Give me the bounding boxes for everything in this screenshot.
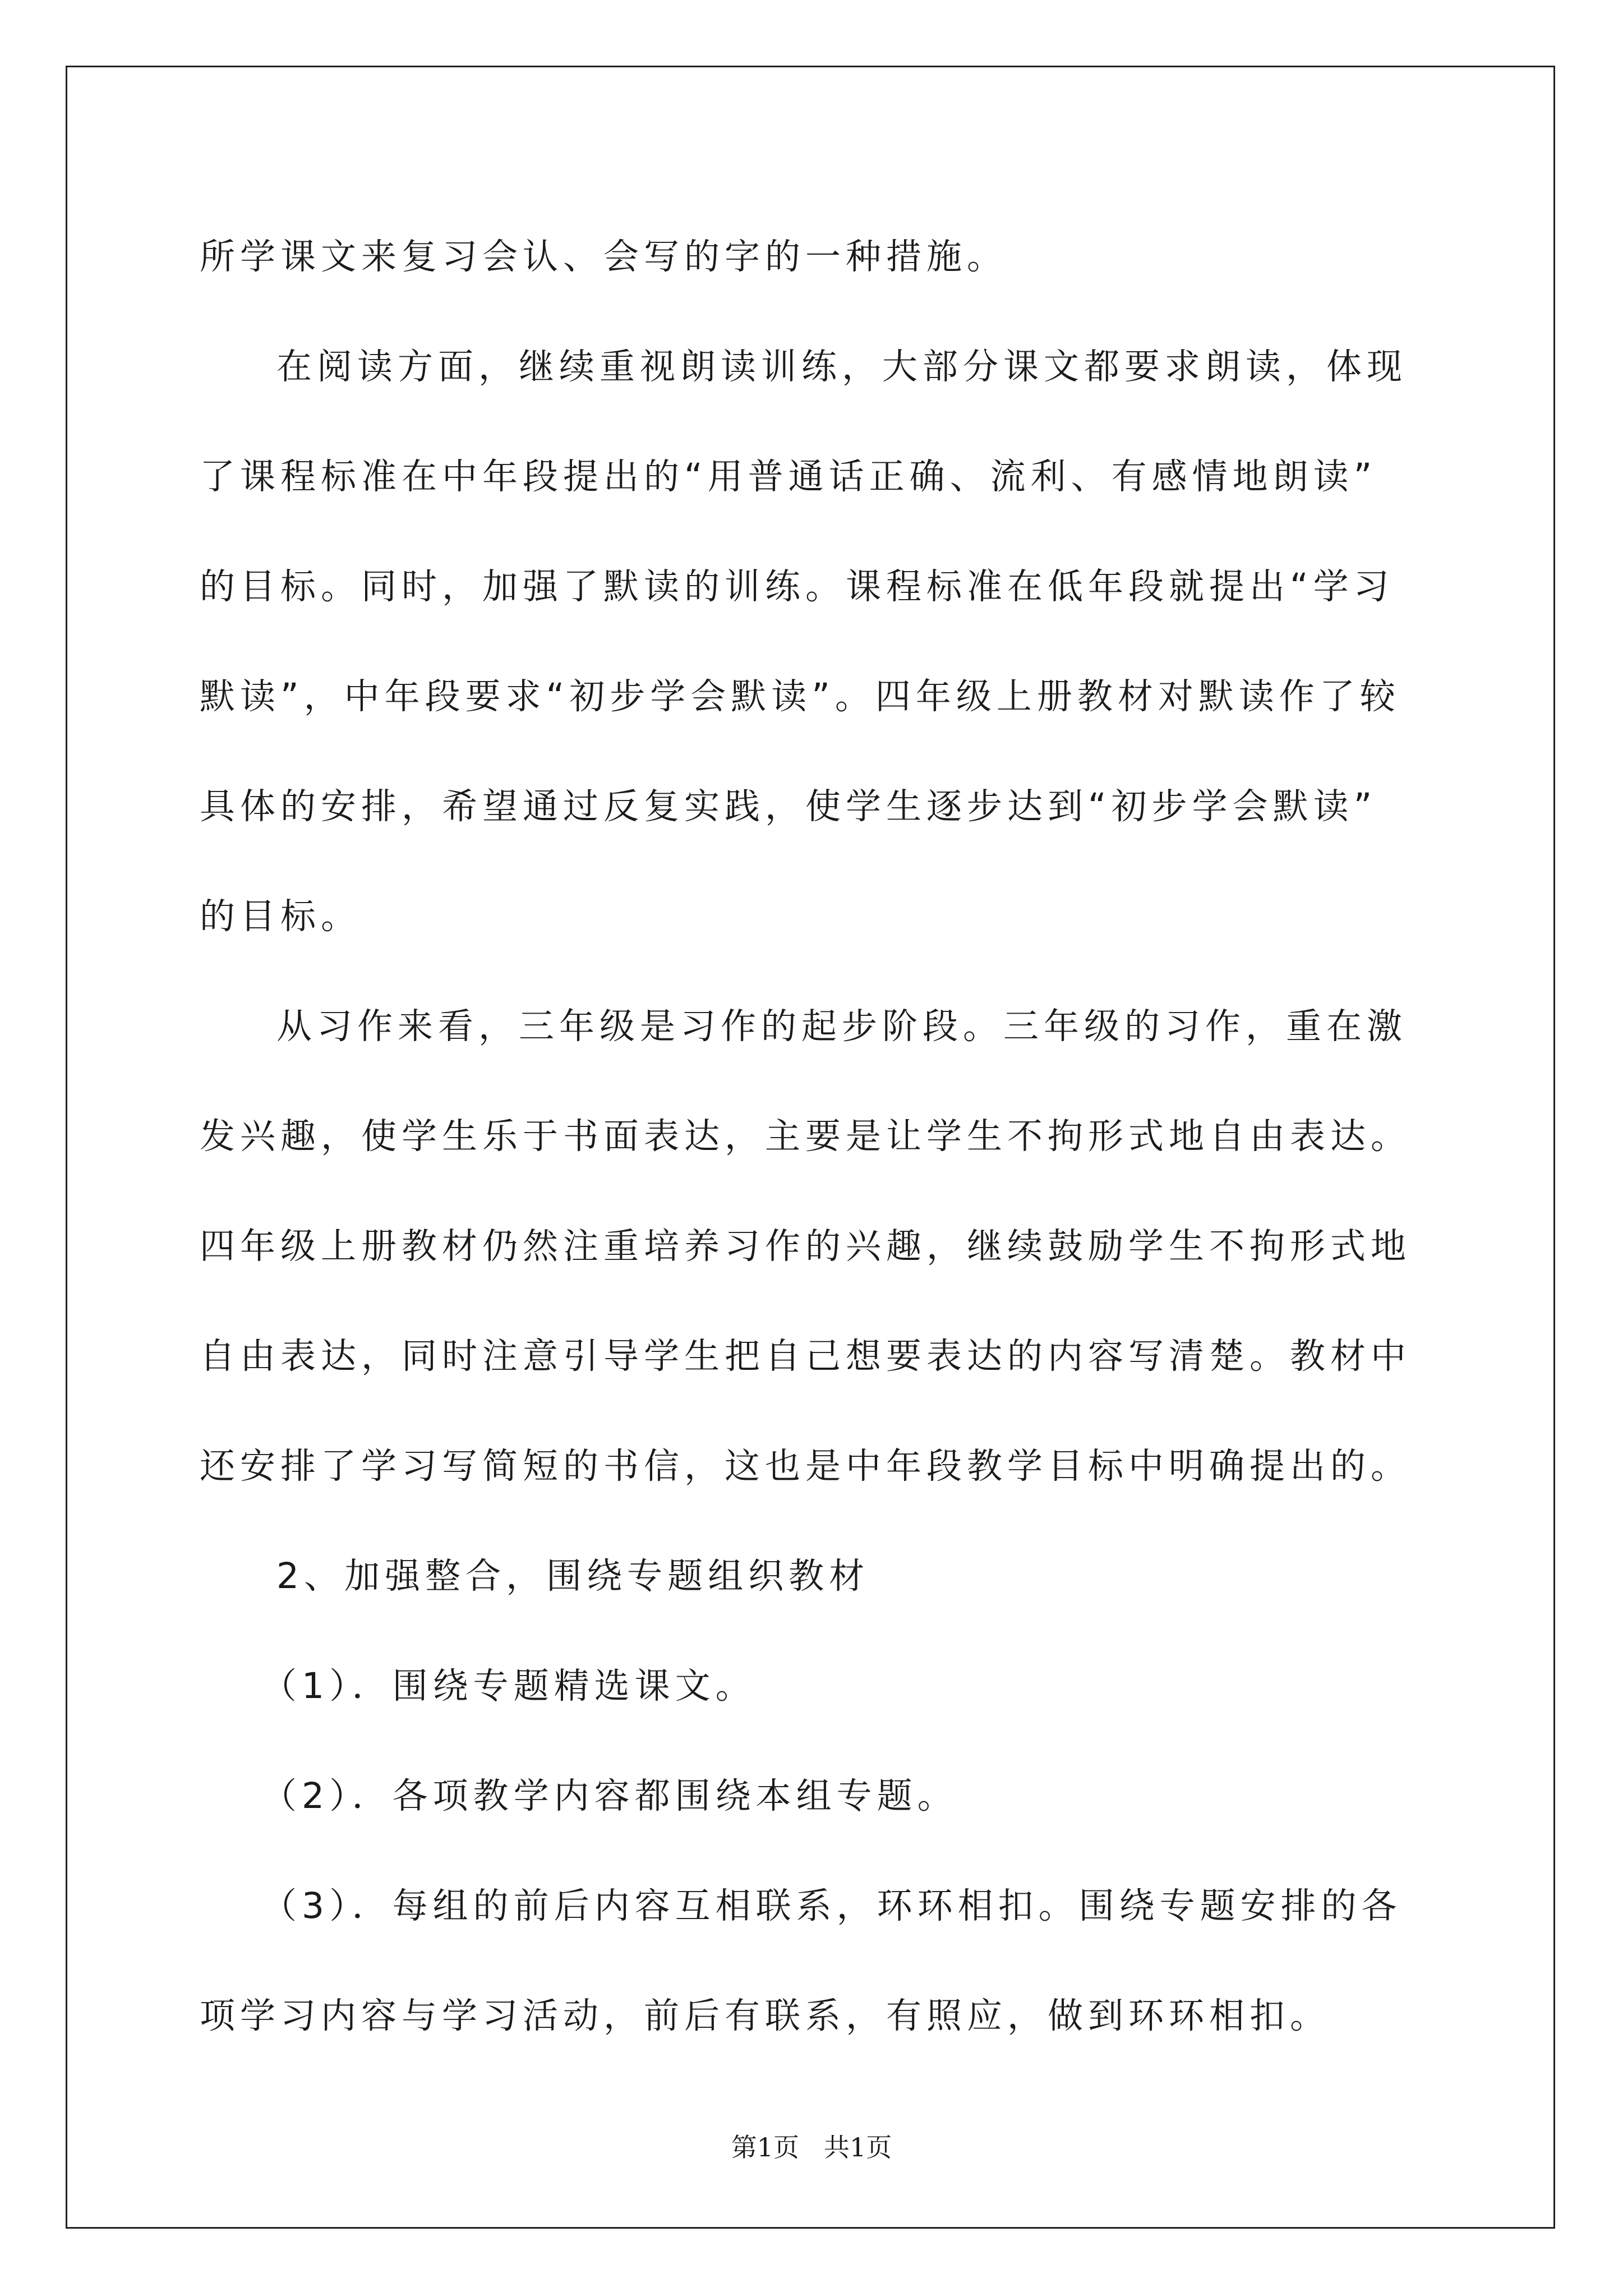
- text-line-11: 自由表达，同时注意引导学生把自己想要表达的内容写清楚。教材中: [200, 1336, 1411, 1377]
- text-line-10: 四年级上册教材仍然注重培养习作的兴趣，继续鼓励学生不拘形式地: [200, 1226, 1411, 1267]
- text-line-3: 了课程标准在中年段提出的“用普通话正确、流利、有感情地朗读”: [200, 456, 1377, 497]
- list-item-2: （2）．各项教学内容都围绕本组专题。: [261, 1775, 958, 1816]
- text-line-2: 在阅读方面，继续重视朗读训练，大部分课文都要求朗读，体现: [276, 346, 1407, 387]
- body-text: [200, 202, 1433, 2071]
- text-line-5: 默读”，中年段要求“初步学会默读”。四年级上册教材对默读作了较: [200, 676, 1400, 717]
- text-line-6: 具体的安排，希望通过反复实践，使学生逐步达到“初步学会默读”: [200, 786, 1377, 827]
- text-line-8: 从习作来看，三年级是习作的起步阶段。三年级的习作，重在激: [276, 1006, 1407, 1047]
- list-item-3: （3）．每组的前后内容互相联系，环环相扣。围绕专题安排的各: [261, 1885, 1402, 1926]
- text-line-4: 的目标。同时，加强了默读的训练。课程标准在低年段就提出“学习: [200, 566, 1394, 607]
- page-footer: [0, 2131, 1623, 2164]
- text-line-17: 项学习内容与学习活动，前后有联系，有照应，做到环环相扣。: [200, 1995, 1330, 2036]
- text-line-1: 所学课文来复习会认、会写的字的一种措施。: [200, 236, 1007, 277]
- page-number: 第1页: [731, 2132, 799, 2162]
- text-line-12: 还安排了学习写简短的书信，这也是中年段教学目标中明确提出的。: [200, 1446, 1411, 1487]
- section-heading: 2、加强整合，围绕专题组织教材: [276, 1556, 870, 1596]
- page-total: 共1页: [824, 2132, 892, 2162]
- list-item-1: （1）．围绕专题精选课文。: [261, 1665, 756, 1706]
- text-line-9: 发兴趣，使学生乐于书面表达，主要是让学生不拘形式地自由表达。: [200, 1116, 1411, 1157]
- text-line-7: 的目标。: [200, 896, 361, 937]
